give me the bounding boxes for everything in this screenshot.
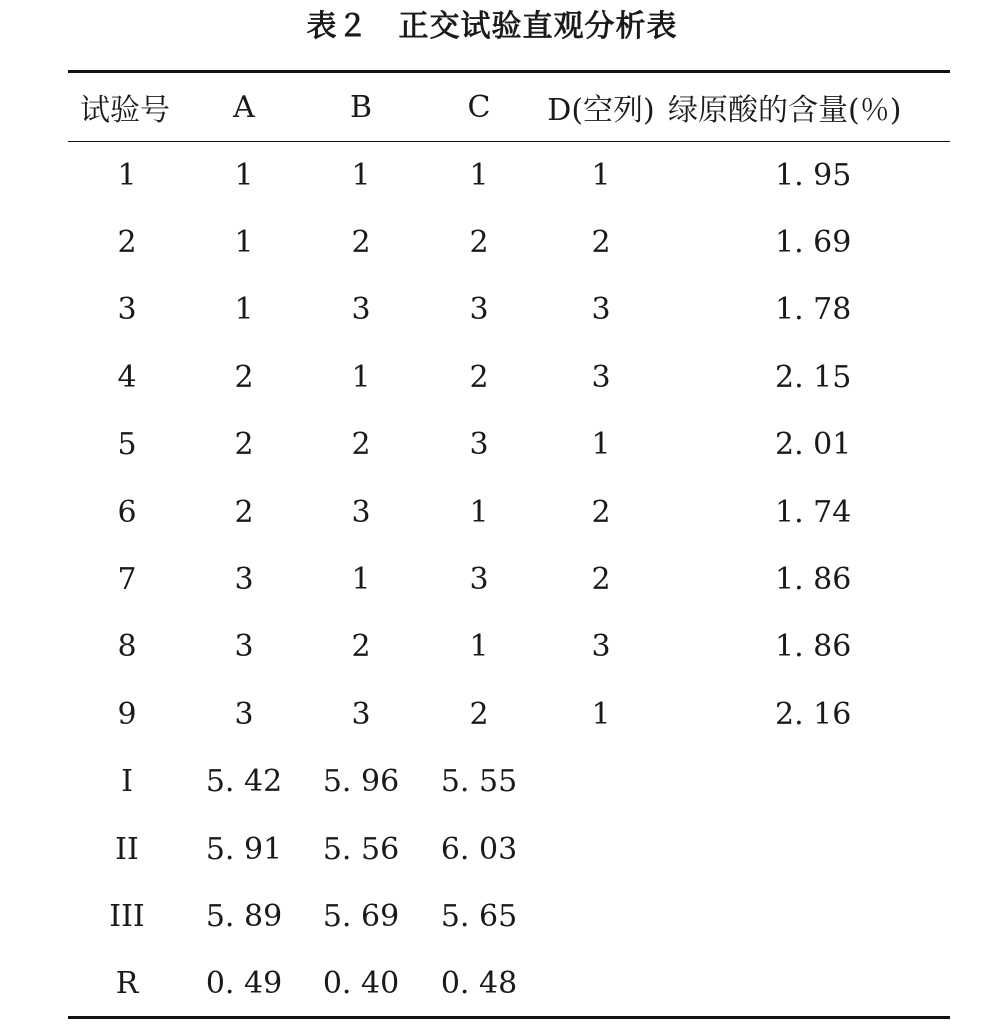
cell-factor-b: 2 [351,427,371,463]
table-row [68,815,950,882]
cell-content-value: 1. 74 [775,494,852,530]
cell-factor-c: 1 [469,629,489,665]
cell-content-value [664,950,950,1017]
table-row [68,681,950,748]
header-factor-a: A [186,72,302,142]
cell-factor-b: 1 [351,359,371,395]
cell-factor-c: 1 [469,494,489,530]
cell-factor-a: 2 [234,427,254,463]
cell-factor-d: 3 [591,292,611,328]
cell-factor-c: 2 [469,696,489,732]
cell-trial-number: 2 [117,225,137,261]
table-row [68,209,950,276]
cell-factor-a: 5. 89 [205,898,283,934]
cell-trial-number: R [68,950,186,1017]
table-caption [0,0,984,46]
cell-content-value: 1. 69 [775,225,852,261]
cell-trial-number: 5 [117,427,137,463]
header-trial-number: 试验号 [68,72,186,142]
cell-factor-c: 6. 03 [440,831,518,867]
table-row [68,344,950,411]
cell-factor-b: 5. 56 [322,831,400,867]
orthogonal-test-table [68,70,950,1019]
table-row [68,883,950,950]
cell-factor-b: 0. 40 [302,950,420,1017]
cell-factor-a: 2 [234,494,254,530]
cell-factor-b: 1 [351,562,371,598]
cell-content-value: 2. 16 [775,696,852,732]
cell-factor-a: 1 [234,292,254,328]
cell-factor-b: 3 [351,696,371,732]
cell-factor-d [538,883,664,950]
cell-factor-d: 2 [591,225,611,261]
cell-factor-b: 2 [351,225,371,261]
cell-trial-number: I [121,764,133,800]
table-body [68,142,950,1018]
cell-factor-a: 3 [234,696,254,732]
cell-trial-number: 8 [117,629,137,665]
cell-factor-c: 3 [469,562,489,598]
cell-factor-d [538,815,664,882]
cell-factor-c: 2 [469,359,489,395]
cell-trial-number: 4 [117,359,137,395]
table-header-row [68,72,950,142]
table-row [68,748,950,815]
cell-trial-number: 9 [117,696,137,732]
cell-factor-b: 5. 69 [322,898,400,934]
cell-factor-a: 3 [234,629,254,665]
cell-content-value: 1. 78 [775,292,852,328]
cell-content-value [664,748,950,815]
table-row [68,478,950,545]
cell-content-value [664,815,950,882]
cell-factor-c: 3 [469,292,489,328]
cell-factor-c: 5. 55 [440,764,518,800]
cell-factor-c: 1 [469,157,489,193]
cell-trial-number: 7 [117,562,137,598]
cell-factor-b: 5. 96 [322,764,400,800]
cell-factor-b: 3 [351,494,371,530]
table-number: 表２ [306,9,369,44]
cell-factor-c: 5. 65 [440,898,518,934]
table-row [68,276,950,343]
header-chlorogenic-acid-content: 绿原酸的含量(％) [664,72,950,142]
table-row [68,613,950,680]
cell-factor-a: 1 [234,157,254,193]
cell-trial-number: III [109,898,145,934]
header-factor-c: C [420,72,538,142]
table-title: 正交试验直观分析表 [398,9,678,44]
cell-factor-c: 3 [469,427,489,463]
cell-factor-d [538,748,664,815]
header-factor-d-empty: D(空列) [538,72,664,142]
cell-factor-a: 2 [234,359,254,395]
table-row [68,546,950,613]
table-row [68,950,950,1017]
cell-factor-a: 5. 91 [205,831,283,867]
cell-content-value: 1. 95 [775,157,852,193]
cell-factor-a: 5. 42 [205,764,283,800]
cell-factor-d: 3 [591,359,611,395]
cell-factor-a: 0. 49 [186,950,302,1017]
cell-content-value: 1. 86 [775,629,852,665]
cell-factor-b: 3 [351,292,371,328]
table-row [68,142,950,209]
cell-factor-a: 3 [234,562,254,598]
cell-factor-c: 0. 48 [420,950,538,1017]
cell-trial-number: 3 [117,292,137,328]
cell-factor-d: 2 [591,562,611,598]
table-row [68,411,950,478]
cell-factor-d: 1 [591,696,611,732]
cell-trial-number: 6 [117,494,137,530]
cell-factor-d: 1 [591,427,611,463]
cell-content-value: 1. 86 [775,562,852,598]
cell-factor-c: 2 [469,225,489,261]
cell-factor-b: 1 [351,157,371,193]
cell-trial-number: II [115,831,139,867]
cell-content-value [664,883,950,950]
cell-factor-d [538,950,664,1017]
cell-content-value: 2. 01 [775,427,852,463]
cell-content-value: 2. 15 [775,359,852,395]
header-factor-b: B [302,72,420,142]
cell-factor-d: 2 [591,494,611,530]
cell-factor-b: 2 [351,629,371,665]
cell-factor-a: 1 [234,225,254,261]
cell-factor-d: 3 [591,629,611,665]
cell-factor-d: 1 [591,157,611,193]
cell-trial-number: 1 [117,157,137,193]
